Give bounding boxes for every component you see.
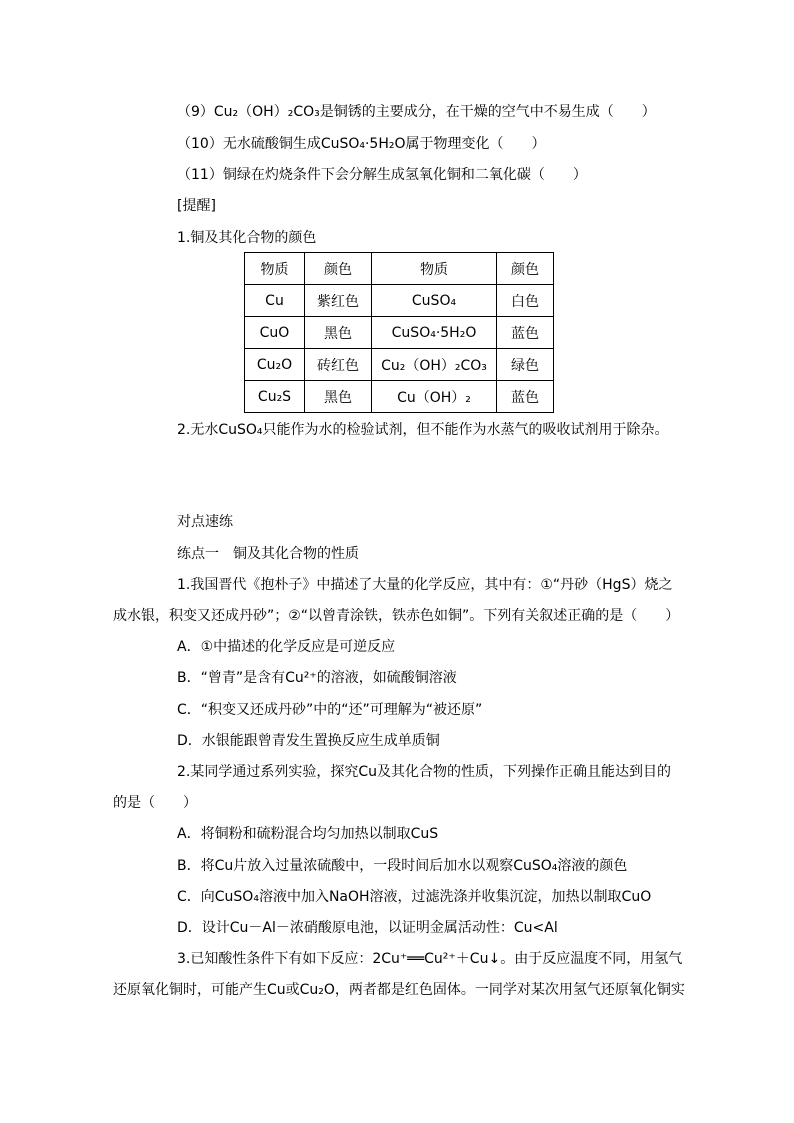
- question-11: （11）铜绿在灼烧条件下会分解生成氢氧化铜和二氧化碳（ ）: [177, 167, 587, 183]
- table-row: [245, 285, 554, 317]
- table-header: 物质: [245, 253, 305, 285]
- question-3-line-1: 3.已知酸性条件下有如下反应：2Cu⁺══Cu²⁺＋Cu↓。由于反应温度不同，用氢气: [177, 951, 683, 967]
- table-cell: Cu₂（OH）₂CO₃: [372, 349, 497, 381]
- reminder-2: 2.无水CuSO₄只能作为水的检验试剂，但不能作为水蒸气的吸收试剂用于除杂。: [177, 422, 669, 438]
- table-cell: 砖红色: [305, 349, 372, 381]
- question-3-line-2: 还原氧化铜时，可能产生Cu或Cu₂O，两者都是红色固体。一同学对某次用氢气还原氧化铜实: [113, 982, 685, 998]
- table-cell: Cu（OH）₂: [372, 381, 497, 413]
- table-cell: 蓝色: [497, 381, 554, 413]
- question-2-option-c: C．向CuSO₄溶液中加入NaOH溶液，过滤洗涤并收集沉淀，加热以制取CuO: [177, 889, 652, 905]
- table-header: 物质: [372, 253, 497, 285]
- table-cell: CuO: [245, 317, 305, 349]
- question-1-option-c: C．“积变又还成丹砂”中的“还”可理解为“被还原”: [177, 702, 483, 718]
- question-1-option-a: A．①中描述的化学反应是可逆反应: [177, 639, 396, 655]
- table-row: [245, 349, 554, 381]
- reminder-1-title: 1.铜及其化合物的颜色: [177, 230, 317, 246]
- table-cell: Cu₂O: [245, 349, 305, 381]
- question-1-line-2: 成水银，积变又还成丹砂”；②“以曾青涂铁，铁赤色如铜”。下列有关叙述正确的是（ ）: [113, 608, 680, 624]
- copper-color-table: [244, 252, 554, 413]
- question-1-option-b: B．“曾青”是含有Cu²⁺的溶液，如硫酸铜溶液: [177, 670, 457, 686]
- question-1-option-d: D．水银能跟曾青发生置换反应生成单质铜: [177, 733, 440, 749]
- question-9: （9）Cu₂（OH）₂CO₃是铜锈的主要成分，在干燥的空气中不易生成（ ）: [177, 104, 656, 120]
- table-cell: 黑色: [305, 317, 372, 349]
- table-row: [245, 381, 554, 413]
- question-2-option-d: D．设计Cu－Al－浓硝酸原电池，以证明金属活动性：Cu<Al: [177, 920, 558, 936]
- practice-title: 练点一 铜及其化合物的性质: [177, 546, 359, 562]
- question-1-line-1: 1.我国晋代《抱朴子》中描述了大量的化学反应，其中有：①“丹砂（HgS）烧之: [177, 577, 673, 593]
- table-cell: 黑色: [305, 381, 372, 413]
- table-header-row: [245, 253, 554, 285]
- table-cell: CuSO₄: [372, 285, 497, 317]
- section-title: 对点速练: [177, 514, 233, 530]
- table-row: [245, 317, 554, 349]
- table-cell: 紫红色: [305, 285, 372, 317]
- table-header: 颜色: [305, 253, 372, 285]
- reminder-heading: [提醒]: [177, 198, 216, 214]
- question-2-line-2: 的是（ ）: [113, 795, 197, 811]
- question-2-line-1: 2.某同学通过系列实验，探究Cu及其化合物的性质，下列操作正确且能达到目的: [177, 764, 672, 780]
- question-2-option-b: B．将Cu片放入过量浓硫酸中，一段时间后加水以观察CuSO₄溶液的颜色: [177, 858, 628, 874]
- table-cell: Cu: [245, 285, 305, 317]
- question-2-option-a: A．将铜粉和硫粉混合均匀加热以制取CuS: [177, 826, 439, 842]
- table-cell: 白色: [497, 285, 554, 317]
- question-10: （10）无水硫酸铜生成CuSO₄·5H₂O属于物理变化（ ）: [177, 136, 546, 152]
- table-cell: 蓝色: [497, 317, 554, 349]
- table-cell: Cu₂S: [245, 381, 305, 413]
- table-cell: 绿色: [497, 349, 554, 381]
- table-header: 颜色: [497, 253, 554, 285]
- table-cell: CuSO₄·5H₂O: [372, 317, 497, 349]
